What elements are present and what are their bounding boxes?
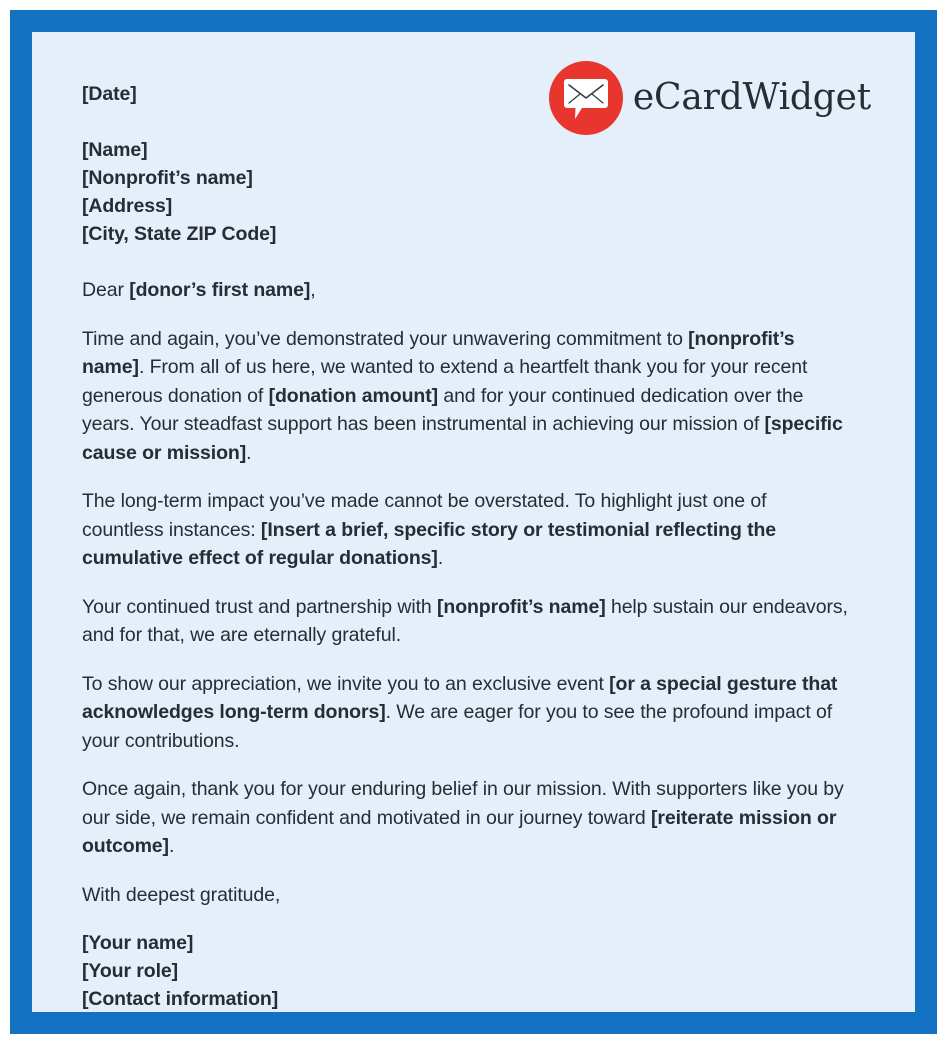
- spacer: [82, 861, 852, 881]
- placeholder-text: [Insert a brief, specific story or testimonial reflecting the cumulative effect of regular donations]: [82, 518, 777, 569]
- paragraph-2: [82, 487, 852, 573]
- address-line-city-state-zip: [City, State ZIP Code]: [82, 223, 277, 245]
- body-text: .: [437, 547, 444, 569]
- body-text: .: [246, 441, 252, 464]
- body-text: .: [168, 835, 175, 857]
- paragraph-4: [82, 670, 852, 756]
- letter-header-block: [82, 62, 852, 248]
- blue-border-frame: [10, 10, 937, 1034]
- spacer: [82, 248, 852, 276]
- salutation-suffix: ,: [310, 279, 316, 301]
- placeholder-text: [donation amount]: [268, 384, 438, 407]
- salutation-placeholder: [donor’s first name]: [129, 279, 311, 301]
- body-text: To show our appreciation, we invite you to an exclusive event: [82, 672, 610, 695]
- body-text: The long-term impact you’ve made cannot be overstated. To highlight just one of countless instances:: [82, 490, 767, 541]
- placeholder-text: [or a special gesture that acknowledges long-term donors]: [82, 672, 838, 723]
- body-text: and for your continued dedication over the years. Your steadfast support has been instrumental in achieving our mission of: [82, 384, 804, 435]
- address-line-name: [Name]: [82, 139, 148, 161]
- signature-your-role: [Your role]: [82, 960, 179, 982]
- body-text: . From all of us here, we wanted to extend a heartfelt thank you for your recent generous donation of: [82, 356, 808, 407]
- placeholder-text: [nonprofit’s name]: [82, 327, 795, 378]
- signature-block: [82, 929, 852, 1013]
- spacer: [82, 909, 852, 929]
- salutation: [82, 276, 852, 305]
- body-text: Time and again, you’ve demonstrated your unwavering commitment to: [82, 327, 689, 350]
- salutation-prefix: Dear: [82, 279, 130, 301]
- closing-line: With deepest gratitude,: [82, 883, 281, 906]
- paragraph-5: [82, 775, 852, 861]
- letter-body: [82, 62, 852, 1013]
- signature-contact-information: [Contact information]: [82, 988, 279, 1010]
- body-text: . We are eager for you to see the profound impact of your contributions.: [82, 701, 833, 752]
- logo-wordmark: eCardWidget: [632, 77, 871, 118]
- placeholder-text: [specific cause or mission]: [82, 413, 843, 464]
- body-text: Once again, thank you for your enduring belief in our mission. With supporters like you by our side, we remain confident and motivated in our journey toward: [82, 778, 844, 829]
- spacer: [82, 108, 852, 136]
- body-text: Your continued trust and partnership with: [82, 595, 437, 618]
- address-line-street: [Address]: [82, 195, 173, 217]
- address-line-nonprofit: [Nonprofit’s name]: [82, 167, 253, 189]
- paragraph-3: [82, 593, 852, 650]
- recipient-address-block: [82, 136, 852, 248]
- signature-your-name: [Your name]: [82, 932, 194, 954]
- placeholder-text: [reiterate mission or outcome]: [82, 806, 837, 857]
- letter-card: [32, 32, 915, 1012]
- date-line: [Date]: [82, 83, 137, 105]
- paragraph-1: [82, 325, 852, 468]
- body-text: help sustain our endeavors, and for that, we are eternally grateful.: [82, 595, 848, 646]
- placeholder-text: [nonprofit’s name]: [436, 595, 606, 618]
